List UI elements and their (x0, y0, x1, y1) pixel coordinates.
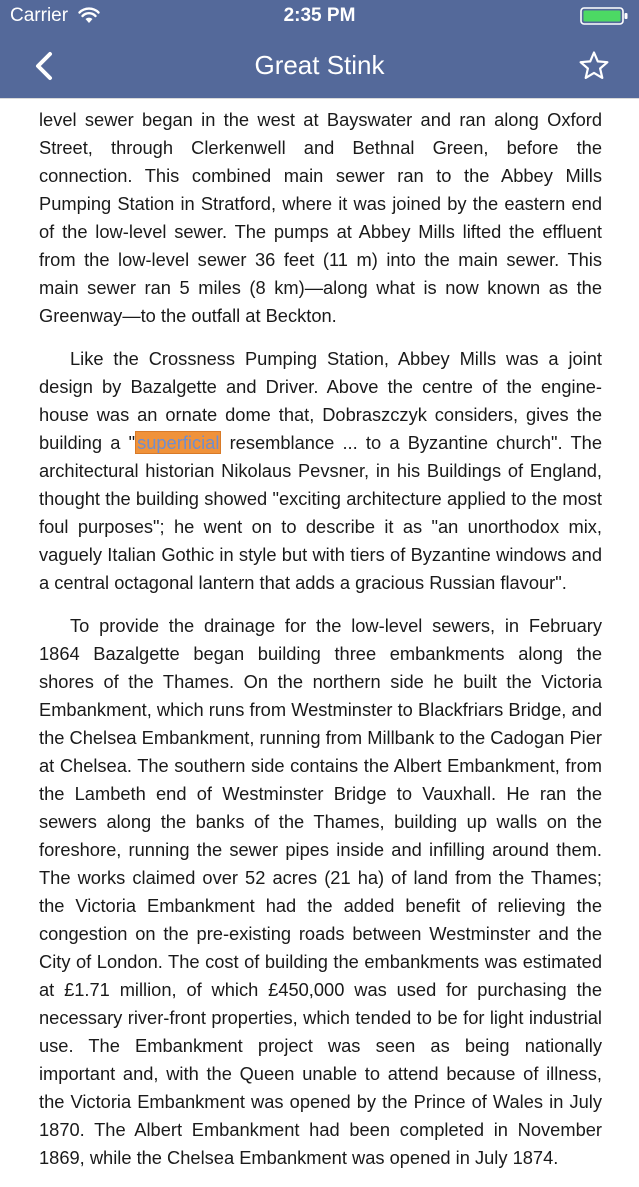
status-bar (0, 0, 639, 32)
favorite-button[interactable] (572, 44, 616, 88)
battery-icon (580, 7, 630, 25)
article-scroll-view[interactable] (0, 98, 639, 1168)
article-body (39, 106, 602, 1187)
article-paragraph (39, 345, 602, 597)
paragraph-text: Like the Crossness Pumping Station, Abbey Mills was a joint design by Bazalgette and Driver. Above the centre of the engine-house was an ornate dome that, Dobraszczyk considers, gives the building a " (39, 348, 602, 453)
article-paragraph: To provide the drainage for the low-level sewers, in February 1864 Bazalgette began building three embankments along the shores of the Thames. On the northern side he built the Victoria Embankment, which runs from Westminster to Blackfriars Bridge, and the Chelsea Embankment, running from Millbank to the Cadogan Pier at Chelsea. The southern side contains the Albert Embankment, from the Lambeth end of Westminster Bridge to Vauxhall. He ran the sewers along the banks of the Thames, building up walls on the foreshore, running the sewer pipes inside and infilling around them. The works claimed over 52 acres (21 ha) of land from the Thames; the Victoria Embankment had the added benefit of relieving the congestion on the pre-existing roads between Westminster and the City of London. The cost of building the embankments was estimated at £1.71 million, of which £450,000 was used for purchasing the necessary river-front properties, which tended to be for light industrial use. The Embankment project was seen as being nationally important and, with the Queen unable to attend because of illness, the Victoria Embankment was opened by the Prince of Wales in July 1870. The Albert Embankment had been completed in November 1869, while the Chelsea Embankment was opened in July 1874. (39, 615, 602, 1168)
paragraph-text: resemblance ... to a Byzantine church". The architectural historian Nikolaus Pevsner, in his Buildings of England, thought the building showed "exciting architecture applied to the most foul purposes"; he went on to describe it as "an unorthodox mix, vaguely Italian Gothic in style but with tiers of Byzantine windows and a central octagonal lantern that adds a gracious Russian flavour". (39, 432, 602, 593)
nav-bar (0, 32, 639, 98)
carrier-label: Carrier (10, 5, 69, 26)
highlighted-word[interactable]: superficial (137, 432, 220, 453)
header (0, 0, 639, 98)
page-title: Great Stink (254, 50, 385, 80)
article-paragraph: level sewer began in the west at Bayswater and ran along Oxford Street, through Clerkenwell and Bethnal Green, before the connection. This combined main sewer ran to the Abbey Mills Pumping Station in Stratford, where it was joined by the eastern end of the low-level sewer. The pumps at Abbey Mills lifted the effluent from the low-level sewer 36 feet (11 m) into the main sewer. This main sewer ran 5 miles (8 km)—along what is now known as the Greenway—to the outfall at Beckton. (39, 109, 602, 326)
star-outline-icon (578, 50, 610, 82)
clock: 2:35 PM (283, 5, 356, 26)
